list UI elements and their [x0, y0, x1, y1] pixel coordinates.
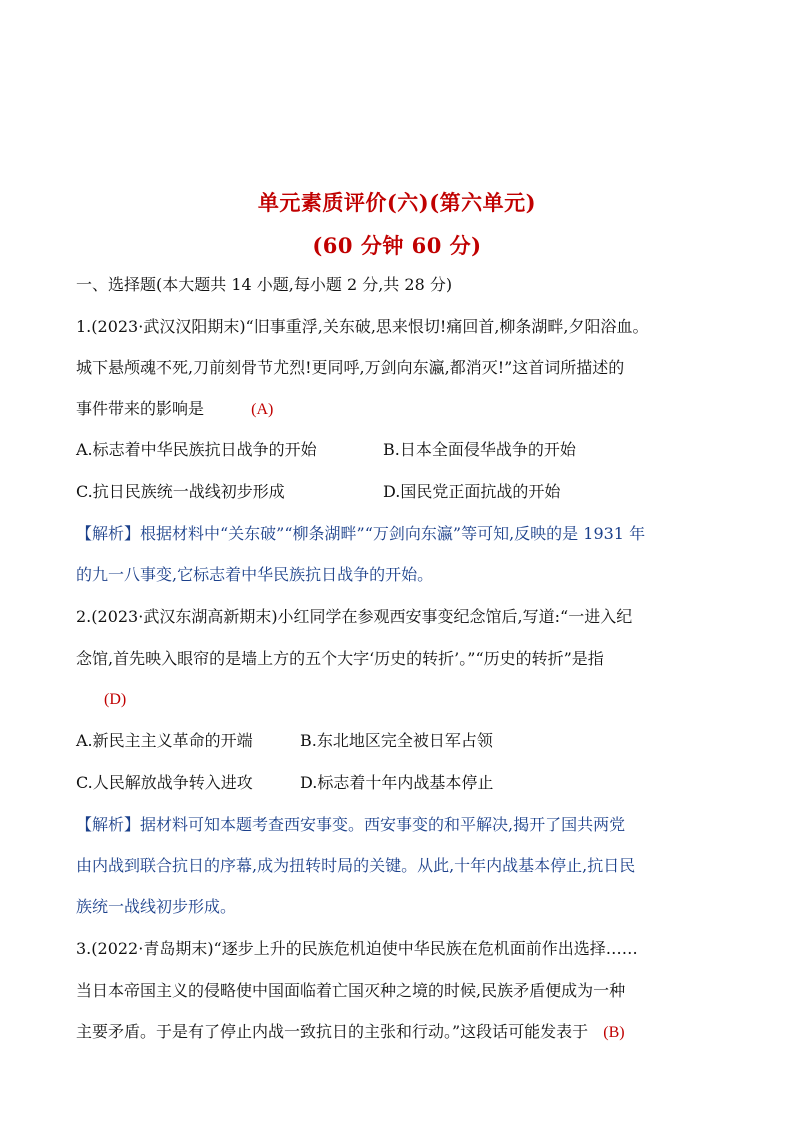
q1-explanation-line-2: 的九一八事变,它标志着中华民族抗日战争的开始。 [76, 565, 434, 584]
q2-option-d: D.标志着十年内战基本停止 [300, 773, 494, 792]
q1-option-b: B.日本全面侵华战争的开始 [383, 440, 576, 459]
q1-answer: (A) [251, 401, 274, 418]
q2-option-c: C.人民解放战争转入进攻 [76, 773, 253, 792]
q2-answer: (D) [104, 691, 127, 708]
q3-stem-line-1: 3.(2022·青岛期末)“逐步上升的民族危机迫使中华民族在危机面前作出选择…… [76, 939, 638, 958]
page-subtitle: (60 分钟 60 分) [312, 233, 482, 258]
q2-answer-line [76, 688, 726, 711]
q1-explanation-year: 1931 [583, 524, 624, 543]
q1-option-a: A.标志着中华民族抗日战争的开始 [76, 440, 317, 459]
q1-explanation-line-1 [76, 523, 726, 545]
q2-stem-line-1: 2.(2023·武汉东湖高新期末)小红同学在参观西安事变纪念馆后,写道:“一进入纪 [76, 607, 633, 626]
q3-stem-text: 主要矛盾。于是有了停止内战一致抗日的主张和行动。”这段话可能发表于 [76, 1022, 589, 1041]
q1-stem-line-1: 1.(2023·武汉汉阳期末)“旧事重浮,关东破,思来恨切!痛回首,柳条湖畔,夕阳浴血。 [76, 317, 649, 336]
q1-explanation-unit: 年 [623, 524, 646, 543]
q1-option-c: C.抗日民族统一战线初步形成 [76, 482, 285, 501]
q3-stem-line-3 [76, 1021, 726, 1044]
section-heading: 一、选择题(本大题共 14 小题,每小题 2 分,共 28 分) [76, 275, 453, 294]
q2-options-row-2 [76, 772, 726, 794]
q2-explanation-line-2: 由内战到联合抗日的序幕,成为扭转时局的关键。从此,十年内战基本停止,抗日民 [76, 856, 636, 875]
q1-option-d: D.国民党正面抗战的开始 [383, 482, 561, 501]
q2-options-row-1 [76, 730, 726, 752]
q1-options-row-2 [76, 481, 726, 503]
q2-explanation-line-1: 【解析】据材料可知本题考查西安事变。西安事变的和平解决,揭开了国共两党 [76, 815, 626, 834]
q1-options-row-1 [76, 439, 726, 461]
page-title: 单元素质评价(六)(第六单元) [257, 190, 537, 215]
q1-stem-line-3 [76, 398, 726, 421]
q2-option-a: A.新民主主义革命的开端 [76, 731, 253, 750]
q2-explanation-line-3: 族统一战线初步形成。 [76, 897, 237, 916]
q2-option-b: B.东北地区完全被日军占领 [300, 731, 493, 750]
q3-answer: (B) [603, 1024, 625, 1041]
q3-stem-line-2: 当日本帝国主义的侵略使中国面临着亡国灭种之境的时候,民族矛盾便成为一种 [76, 981, 626, 1000]
q1-stem-text: 事件带来的影响是 [76, 399, 205, 418]
q1-stem-line-2: 城下悬颅魂不死,刀前刻骨节尤烈!更同呼,万剑向东瀛,都消灭!”这首词所描述的 [76, 358, 625, 377]
q2-stem-line-2: 念馆,首先映入眼帘的是墙上方的五个大字‘历史的转折’。”“历史的转折”是指 [76, 649, 604, 668]
q1-explanation-text: 【解析】根据材料中“关东破”“柳条湖畔”“万剑向东瀛”等可知,反映的是 [76, 524, 584, 543]
